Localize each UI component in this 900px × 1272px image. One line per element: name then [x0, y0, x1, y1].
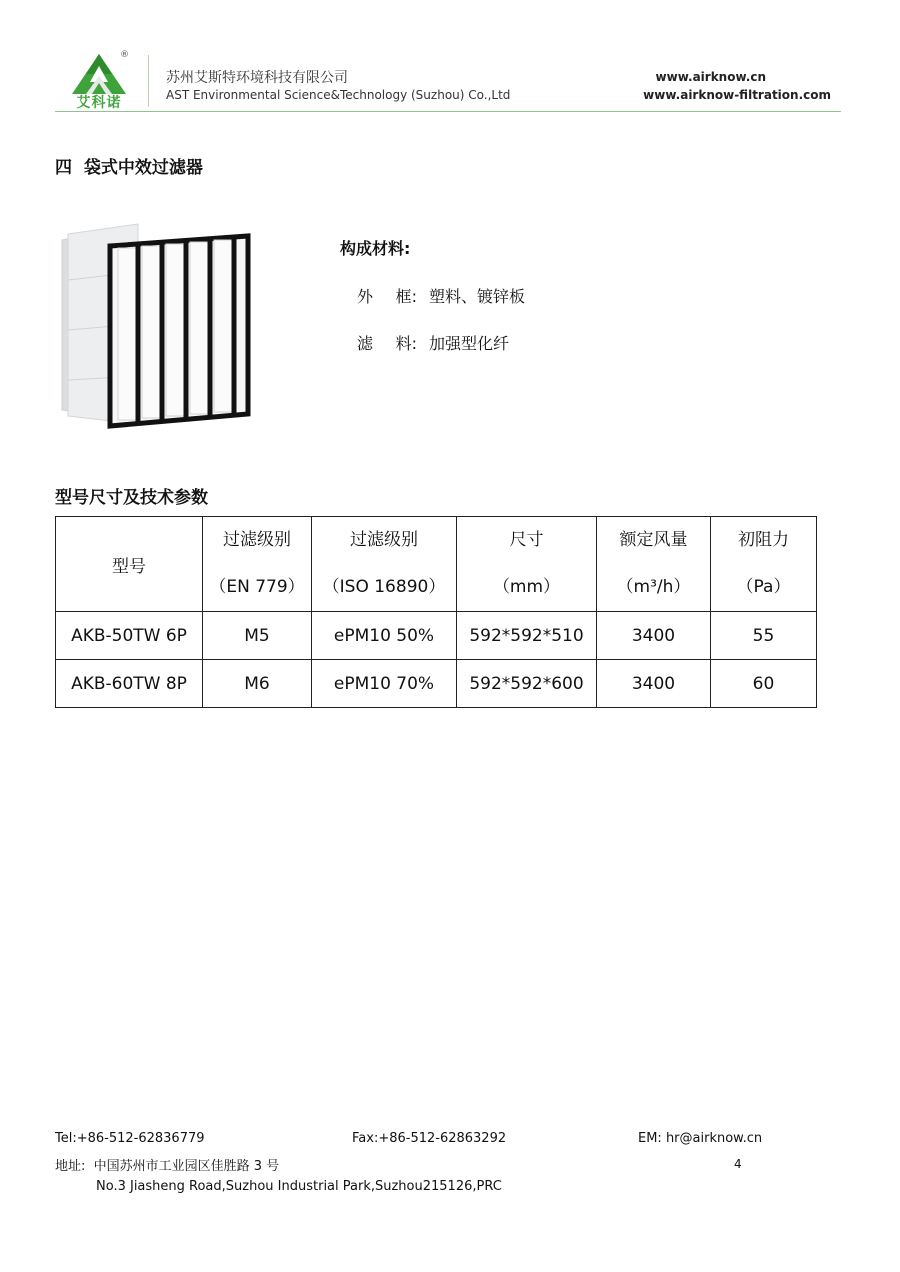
company-name-cn: 苏州艾斯特环境科技有限公司: [166, 70, 348, 86]
header-cell: 过滤级别 （EN 779）: [203, 517, 312, 612]
website-link-1[interactable]: www.airknow.cn: [655, 70, 766, 84]
footer-fax: Fax:+86-512-62863292: [352, 1131, 507, 1146]
table-cell: 60: [711, 660, 817, 708]
registered-mark: ®: [120, 50, 129, 60]
header-cell: 过滤级别 （ISO 16890）: [312, 517, 457, 612]
table-cell: 3400: [597, 660, 711, 708]
material-value: 塑料、镀锌板: [429, 287, 526, 306]
table-cell: ePM10 70%: [312, 660, 457, 708]
table-cell: ePM10 50%: [312, 612, 457, 660]
company-logo: [62, 52, 136, 112]
table-cell: AKB-60TW 8P: [56, 660, 203, 708]
table-header-row: [56, 517, 817, 612]
table-cell: AKB-50TW 6P: [56, 612, 203, 660]
table-cell: 3400: [597, 612, 711, 660]
header-divider: [148, 55, 149, 107]
header-cell: 额定风量 （m³/h）: [597, 517, 711, 612]
table-row: [56, 660, 817, 708]
footer-email[interactable]: EM: hr@airknow.cn: [638, 1131, 763, 1146]
table-cell: 55: [711, 612, 817, 660]
header-cell: 初阻力 （Pa）: [711, 517, 817, 612]
header-rule: [55, 111, 841, 112]
material-row-frame: [357, 284, 525, 307]
footer-tel: Tel:+86-512-62836779: [55, 1131, 205, 1146]
page-number: 4: [734, 1157, 742, 1171]
footer-address-en: No.3 Jiasheng Road,Suzhou Industrial Park,Suzhou215126,PRC: [96, 1179, 502, 1194]
header-cell: 型号: [56, 517, 203, 612]
spec-table: [55, 516, 817, 708]
material-value: 加强型化纤: [429, 334, 510, 353]
table-row: [56, 612, 817, 660]
company-name-en: AST Environmental Science&Technology (Suzhou) Co.,Ltd: [166, 88, 511, 102]
logo-text: 艾科诺: [76, 95, 122, 111]
table-cell: 592*592*600: [457, 660, 597, 708]
header-cell: 尺寸 （mm）: [457, 517, 597, 612]
table-title: 型号尺寸及技术参数: [55, 488, 208, 508]
materials-title: 构成材料:: [340, 239, 411, 258]
footer-address-cn: 地址: 中国苏州市工业园区佳胜路 3 号: [55, 1159, 280, 1174]
table-cell: 592*592*510: [457, 612, 597, 660]
table-cell: M5: [203, 612, 312, 660]
website-link-2[interactable]: www.airknow-filtration.com: [643, 88, 831, 102]
section-title: 四 袋式中效过滤器: [55, 158, 203, 178]
material-row-media: [357, 331, 509, 354]
table-cell: M6: [203, 660, 312, 708]
material-label: 滤 料:: [357, 334, 417, 353]
bag-filter-product-image: [48, 200, 264, 436]
material-label: 外 框:: [357, 287, 417, 306]
